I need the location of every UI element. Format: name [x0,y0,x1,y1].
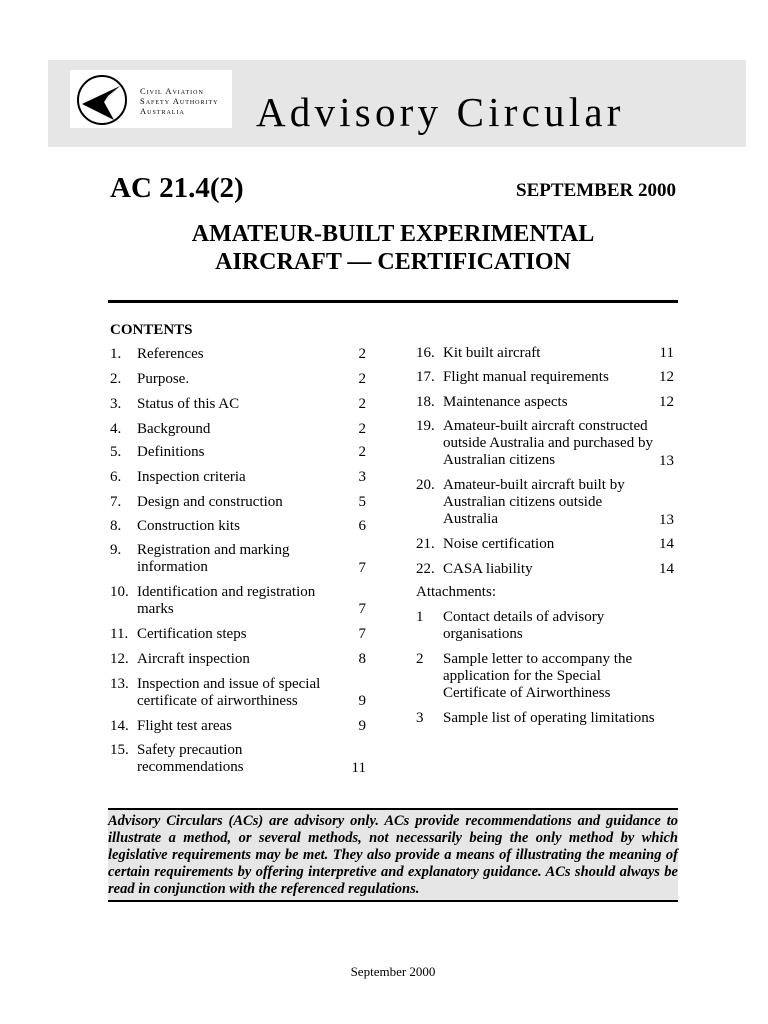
title-line: AMATEUR-BUILT EXPERIMENTAL [191,221,595,247]
toc-number: 21. [416,536,435,552]
toc-page: 11 [659,345,674,361]
toc-number: 17. [416,369,435,385]
attachments-heading: Attachments: [416,584,496,600]
toc-page: 2 [358,396,366,412]
toc-label: Safety precaution recommendations [137,742,244,775]
toc-number: 20. [416,477,435,493]
toc-page: 14 [659,536,674,552]
toc-label: Identification and registration marks [137,584,316,617]
attachment-label: Contact details of advisory organisations [443,609,605,642]
toc-label: Status of this AC [137,396,240,412]
toc-page: 9 [358,718,366,734]
toc-number: 4. [110,421,122,437]
toc-page: 14 [659,561,674,577]
toc-number: 16. [416,345,435,361]
toc-label: Kit built aircraft [443,345,541,361]
toc-page: 6 [358,518,366,534]
toc-label: References [137,346,204,362]
attachment-number: 2 [416,651,424,667]
logo-line: Australia [140,106,185,116]
divider [108,300,678,303]
toc-label: Design and construction [137,494,283,510]
attachment-label: Sample list of operating limitations [443,710,655,726]
toc-number: 7. [110,494,122,510]
casa-emblem-icon [74,72,130,128]
toc-page: 3 [358,469,366,485]
ac-number: AC 21.4(2) [110,172,244,204]
toc-number: 14. [110,718,129,734]
toc-page: 13 [659,453,674,469]
contents-heading: CONTENTS [110,322,193,338]
toc-label: Flight manual requirements [443,369,609,385]
advisory-notice: Advisory Circulars (ACs) are advisory only. ACs provide recommendations and guidance to illustrate a method, or several methods, not necessarily being the only method by which legislative requirements may be met. They also provide a means of illustrating the meaning of certain requirements by offering interpretive and explanatory guidance. ACs should always be read in conjunction with the referenced regulations. [108,808,678,902]
toc-number: 18. [416,394,435,410]
attachment-number: 3 [416,710,424,726]
logo-line: Safety Authority [140,96,219,106]
logo-wordmark [140,86,236,116]
toc-page: 11 [351,760,366,776]
toc-label: Inspection and issue of special certificate of airworthiness [137,676,321,709]
toc-page: 12 [659,369,674,385]
toc-label: Maintenance aspects [443,394,568,410]
document-title [110,220,676,276]
toc-page: 2 [358,371,366,387]
toc-label: Noise certification [443,536,555,552]
toc-page: 2 [358,421,366,437]
toc-page: 12 [659,394,674,410]
toc-number: 6. [110,469,122,485]
toc-page: 8 [358,651,366,667]
toc-label: Purpose. [137,371,190,387]
toc-label: Flight test areas [137,718,232,734]
ac-date: SEPTEMBER 2000 [516,180,676,201]
toc-number: 22. [416,561,435,577]
toc-page: 2 [358,444,366,460]
toc-page: 9 [358,693,366,709]
toc-number: 9. [110,542,122,558]
toc-number: 10. [110,584,129,600]
toc-label: Inspection criteria [137,469,246,485]
toc-label: Definitions [137,444,205,460]
page-footer: September 2000 [350,964,436,979]
toc-label: Background [137,421,211,437]
toc-page: 2 [358,346,366,362]
toc-label: Amateur-built aircraft constructed outside Australia and purchased by Australian citizens [443,418,653,468]
toc-page: 7 [358,601,366,617]
toc-number: 19. [416,418,435,434]
toc-page: 7 [358,560,366,576]
toc-page: 5 [358,494,366,510]
toc-number: 1. [110,346,122,362]
toc-page: 7 [358,626,366,642]
toc-number: 13. [110,676,129,692]
toc-label: Construction kits [137,518,240,534]
toc-label: Aircraft inspection [137,651,250,667]
toc-number: 2. [110,371,122,387]
toc-label: Certification steps [137,626,247,642]
toc-page: 13 [659,512,674,528]
toc-label: Registration and marking information [137,542,290,575]
toc-label: CASA liability [443,561,533,577]
toc-number: 3. [110,396,122,412]
toc-number: 12. [110,651,129,667]
toc-number: 5. [110,444,122,460]
toc-number: 8. [110,518,122,534]
title-line: AIRCRAFT — CERTIFICATION [215,249,571,275]
toc-number: 15. [110,742,129,758]
toc-number: 11. [110,626,129,642]
toc-label: Amateur-built aircraft built by Australian citizens outside Australia [443,477,625,527]
header-title: Advisory Circular [256,89,625,135]
logo-line: Civil Aviation [140,86,204,96]
attachment-number: 1 [416,609,424,625]
attachment-label: Sample letter to accompany the application for the Special Certificate of Airworthiness [443,651,633,701]
